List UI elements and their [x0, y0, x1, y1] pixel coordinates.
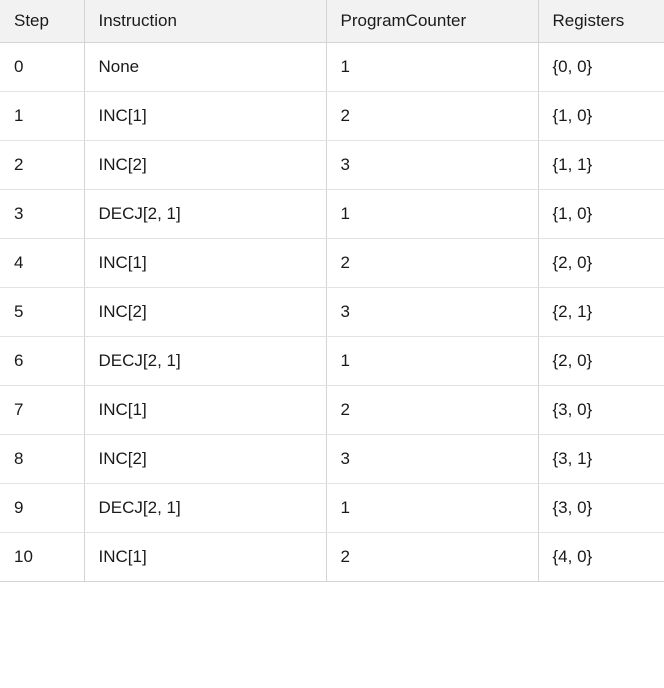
cell-step: 0: [0, 43, 84, 92]
table-header: [0, 0, 664, 43]
cell-registers: {1, 0}: [538, 190, 664, 239]
cell-programcounter: 1: [326, 43, 538, 92]
cell-programcounter: 1: [326, 337, 538, 386]
cell-step: 4: [0, 239, 84, 288]
table-row: [0, 239, 664, 288]
cell-registers: {3, 0}: [538, 484, 664, 533]
column-header-step: Step: [0, 0, 84, 43]
cell-registers: {0, 0}: [538, 43, 664, 92]
cell-instruction: None: [84, 43, 326, 92]
column-header-instruction: Instruction: [84, 0, 326, 43]
cell-instruction: DECJ[2, 1]: [84, 484, 326, 533]
cell-instruction: INC[1]: [84, 533, 326, 582]
cell-step: 1: [0, 92, 84, 141]
cell-instruction: INC[1]: [84, 239, 326, 288]
cell-step: 2: [0, 141, 84, 190]
table-row: [0, 386, 664, 435]
table-row: [0, 484, 664, 533]
table-row: [0, 533, 664, 582]
cell-instruction: INC[1]: [84, 92, 326, 141]
column-header-registers: Registers: [538, 0, 664, 43]
cell-step: 10: [0, 533, 84, 582]
cell-programcounter: 3: [326, 435, 538, 484]
table-row: [0, 141, 664, 190]
table-row: [0, 92, 664, 141]
cell-step: 6: [0, 337, 84, 386]
cell-programcounter: 2: [326, 386, 538, 435]
cell-registers: {1, 0}: [538, 92, 664, 141]
cell-programcounter: 1: [326, 484, 538, 533]
cell-programcounter: 1: [326, 190, 538, 239]
table-row: [0, 43, 664, 92]
cell-programcounter: 2: [326, 239, 538, 288]
cell-step: 3: [0, 190, 84, 239]
table-row: [0, 288, 664, 337]
cell-instruction: INC[1]: [84, 386, 326, 435]
table-row: [0, 190, 664, 239]
cell-instruction: INC[2]: [84, 435, 326, 484]
cell-step: 7: [0, 386, 84, 435]
cell-instruction: INC[2]: [84, 141, 326, 190]
table-row: [0, 435, 664, 484]
cell-registers: {3, 1}: [538, 435, 664, 484]
cell-registers: {2, 0}: [538, 239, 664, 288]
cell-step: 9: [0, 484, 84, 533]
cell-instruction: DECJ[2, 1]: [84, 337, 326, 386]
cell-programcounter: 3: [326, 288, 538, 337]
cell-registers: {3, 0}: [538, 386, 664, 435]
cell-instruction: INC[2]: [84, 288, 326, 337]
cell-programcounter: 2: [326, 533, 538, 582]
cell-instruction: DECJ[2, 1]: [84, 190, 326, 239]
cell-registers: {2, 0}: [538, 337, 664, 386]
table-row: [0, 337, 664, 386]
cell-registers: {4, 0}: [538, 533, 664, 582]
cell-step: 5: [0, 288, 84, 337]
column-header-programcounter: ProgramCounter: [326, 0, 538, 43]
table-header-row: [0, 0, 664, 43]
cell-step: 8: [0, 435, 84, 484]
cell-programcounter: 2: [326, 92, 538, 141]
table-body: [0, 43, 664, 582]
cell-programcounter: 3: [326, 141, 538, 190]
cell-registers: {2, 1}: [538, 288, 664, 337]
cell-registers: {1, 1}: [538, 141, 664, 190]
